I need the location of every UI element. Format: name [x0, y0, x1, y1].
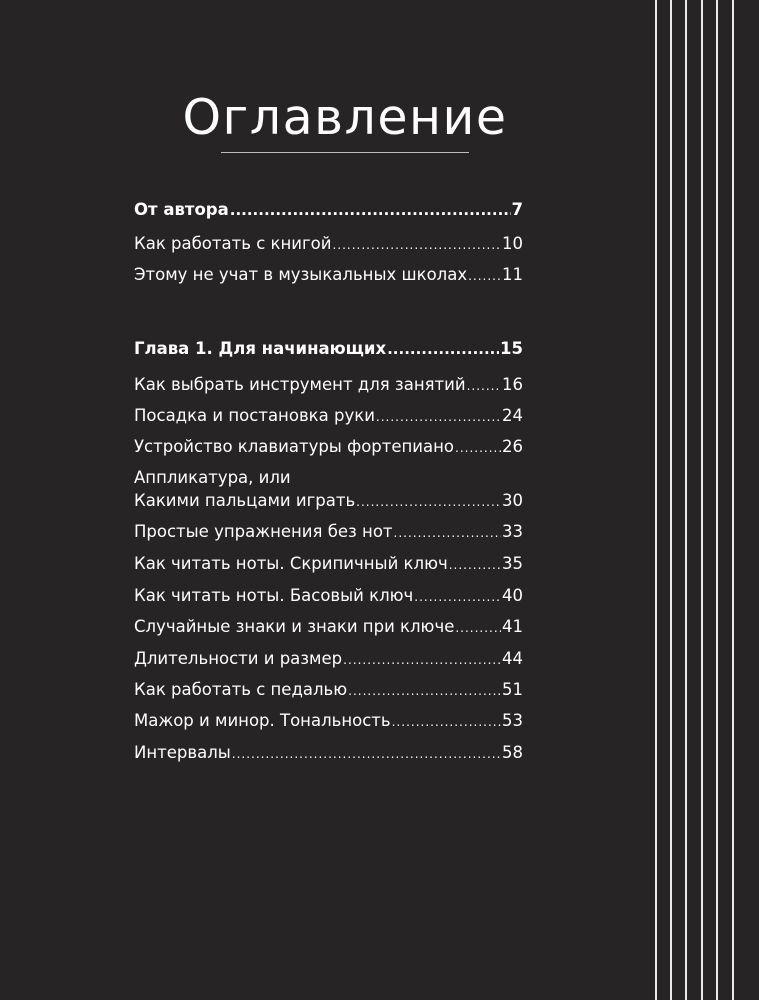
dot-leader — [332, 234, 501, 256]
toc-entry-title: Как читать ноты. Басовый ключ — [134, 586, 414, 605]
toc-entry-page: 26 — [502, 437, 523, 456]
toc-entry-title: Посадка и постановка руки — [134, 406, 375, 425]
dot-leader — [468, 265, 501, 287]
dot-leader — [348, 680, 501, 702]
dot-leader — [414, 586, 501, 608]
toc-entry-title: Устройство клавиатуры фортепиано — [134, 437, 455, 456]
toc-entry[interactable] — [134, 648, 523, 671]
toc-entry-page: 16 — [502, 375, 523, 394]
decorative-line — [685, 0, 687, 1000]
dot-leader — [455, 437, 501, 459]
title-divider — [221, 152, 469, 153]
toc-entry-title: Мажор и минор. Тональность — [134, 711, 391, 730]
dot-leader — [455, 617, 501, 639]
toc-entry-page: 41 — [502, 617, 523, 636]
dot-leader — [467, 375, 501, 397]
toc-entry[interactable] — [134, 405, 523, 428]
toc-entry-page: 40 — [502, 586, 523, 605]
decorative-line — [701, 0, 703, 1000]
toc-entry-title: Какими пальцами играть — [134, 491, 356, 510]
dot-leader — [449, 554, 501, 576]
toc-entry[interactable] — [134, 585, 523, 608]
toc-heading-page: 15 — [500, 339, 523, 358]
dot-leader — [232, 743, 501, 765]
decorative-line — [655, 0, 657, 1000]
dot-leader — [394, 522, 501, 544]
decorative-line — [716, 0, 718, 1000]
toc-entry-title: Как работать с книгой — [134, 234, 332, 253]
toc-entry[interactable] — [134, 742, 523, 765]
toc-entry-title: Как работать с педалью — [134, 680, 348, 699]
toc-entry[interactable] — [134, 553, 523, 576]
toc-heading[interactable] — [134, 338, 523, 360]
toc-entry[interactable] — [134, 374, 523, 397]
toc-entry[interactable] — [134, 710, 523, 733]
toc-entry-title: Как выбрать инструмент для занятий — [134, 375, 466, 394]
dot-leader — [343, 649, 501, 671]
toc-entry-title: Длительности и размер — [134, 649, 343, 668]
toc-entry-title: Интервалы — [134, 743, 231, 762]
toc-entry-page: 10 — [502, 234, 523, 253]
toc-entry-page: 44 — [502, 649, 523, 668]
toc-entry-title-line1: Аппликатура, или — [134, 468, 291, 487]
toc-entry[interactable] — [134, 616, 523, 639]
dot-leader — [230, 199, 511, 221]
toc-entry[interactable] — [134, 521, 523, 544]
toc-entry-page: 58 — [502, 743, 523, 762]
toc-entry-page: 24 — [502, 406, 523, 425]
dot-leader — [387, 338, 499, 360]
toc-entry-page: 53 — [502, 711, 523, 730]
toc-entry-page: 11 — [502, 265, 523, 284]
toc-entry[interactable] — [134, 233, 523, 256]
toc-entry-title: Случайные знаки и знаки при ключе — [134, 617, 455, 636]
toc-heading-title: Глава 1. Для начинающих — [134, 339, 387, 358]
toc-entry[interactable] — [134, 490, 523, 513]
toc-entry-title: Как читать ноты. Скрипичный ключ — [134, 554, 448, 573]
dot-leader — [376, 406, 501, 428]
toc-entry[interactable] — [134, 679, 523, 702]
toc-heading-title: От автора — [134, 200, 229, 219]
dot-leader — [392, 711, 501, 733]
toc-entry-title: Этому не учат в музыкальных школах — [134, 265, 468, 284]
page-title: Оглавление — [182, 89, 508, 146]
toc-entry-page: 30 — [502, 491, 523, 510]
dot-leader — [356, 491, 501, 513]
toc-entry[interactable] — [134, 436, 523, 459]
toc-entry[interactable] — [134, 264, 523, 287]
decorative-line — [732, 0, 734, 1000]
decorative-line — [670, 0, 672, 1000]
toc-heading[interactable] — [134, 199, 523, 221]
toc-entry-page: 35 — [502, 554, 523, 573]
toc-heading-page: 7 — [511, 200, 523, 219]
toc-entry-title: Простые упражнения без нот — [134, 522, 393, 541]
toc-entry-page: 51 — [502, 680, 523, 699]
toc-entry-page: 33 — [502, 522, 523, 541]
